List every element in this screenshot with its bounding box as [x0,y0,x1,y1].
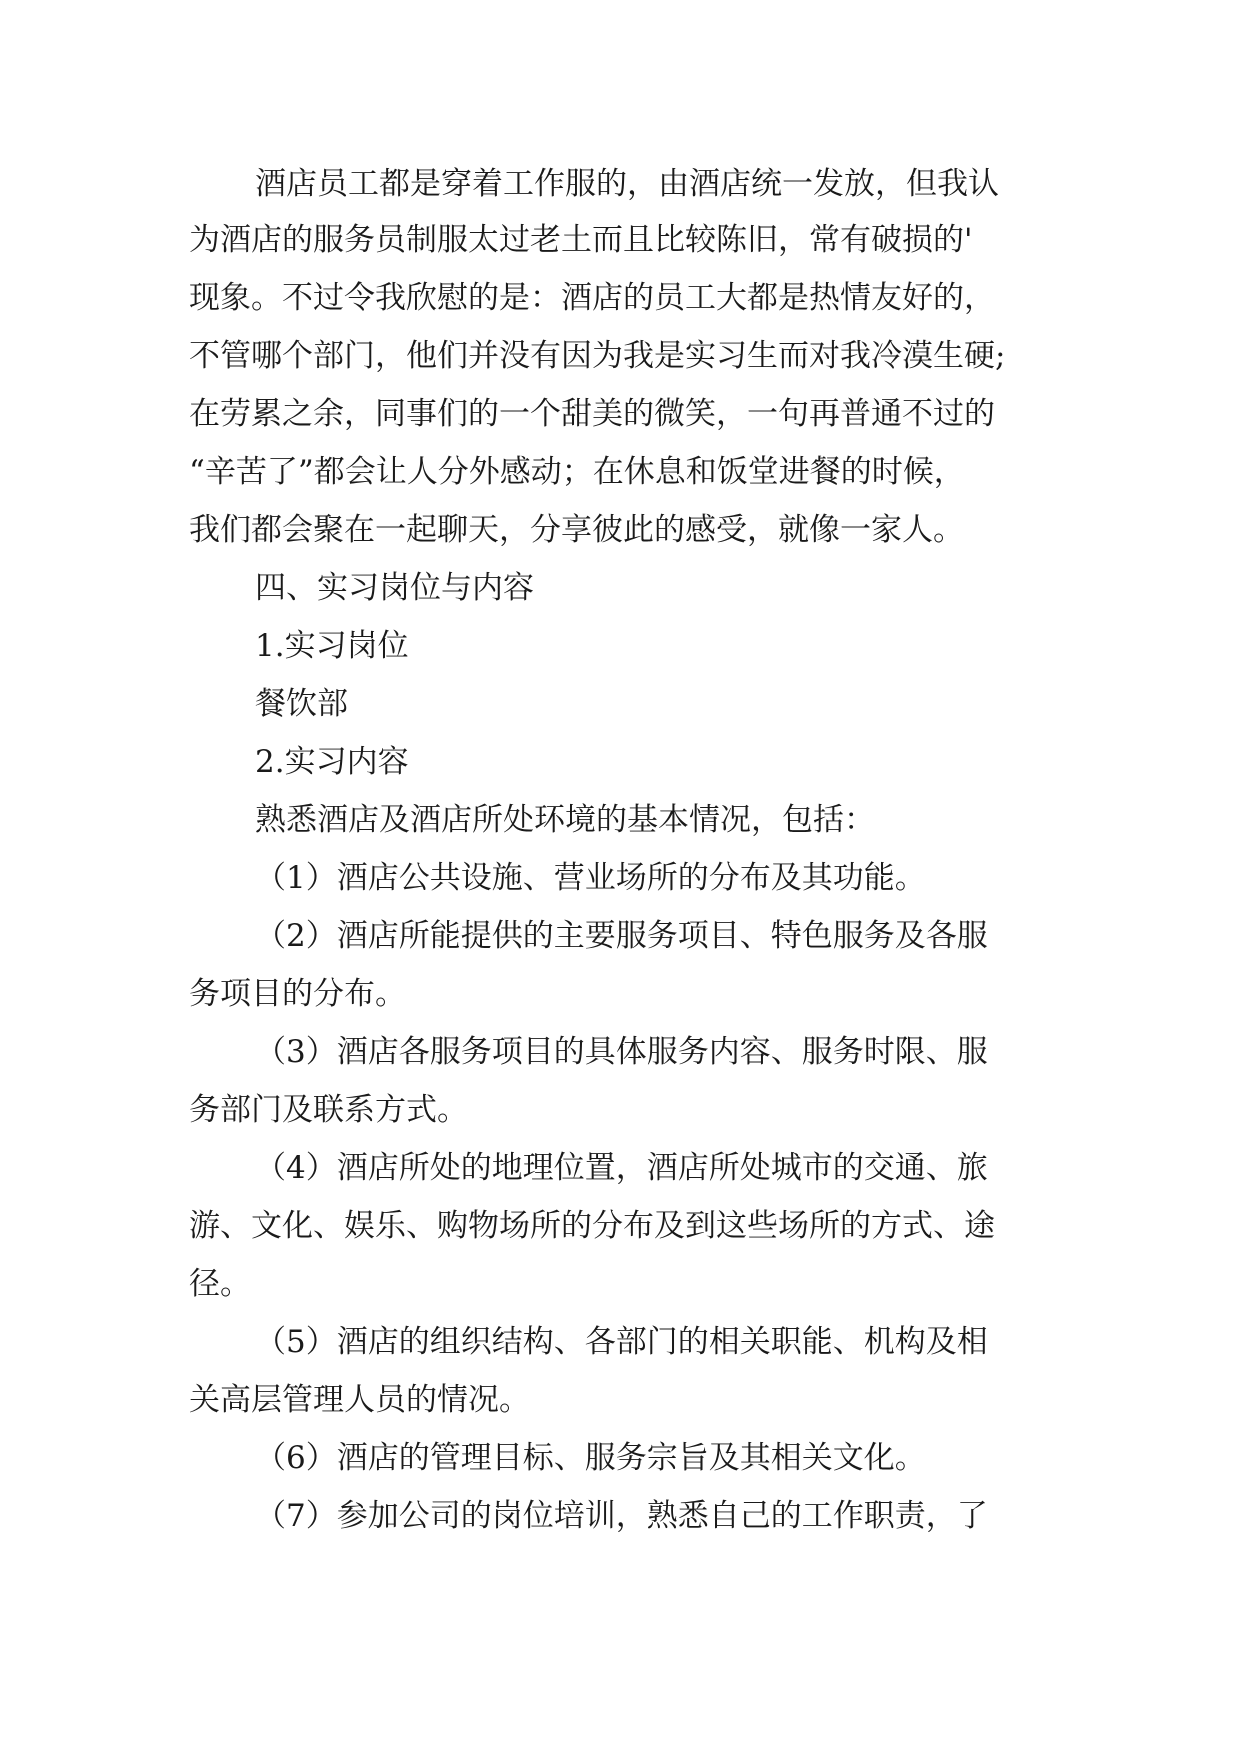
list-item: （4）酒店所处的地理位置，酒店所处城市的交通、旅 [255,1150,988,1186]
list-item: （2）酒店所能提供的主要服务项目、特色服务及各服 [255,918,988,954]
subsection-heading: 1.实习岗位 [255,628,409,664]
text-line: “辛苦了”都会让人分外感动；在休息和饭堂进餐的时候， [189,454,965,490]
text-line: 熟悉酒店及酒店所处环境的基本情况，包括： [255,802,875,838]
text-line: 我们都会聚在一起聊天，分享彼此的感受，就像一家人。 [189,512,964,548]
subsection-heading: 2.实习内容 [255,744,409,780]
text-line: 酒店员工都是穿着工作服的，由酒店统一发放，但我认 [255,166,999,202]
text-line: 现象。不过令我欣慰的是：酒店的员工大都是热情友好的， [189,280,995,316]
text-line: 为酒店的服务员制服太过老土而且比较陈旧，常有破损的' [189,222,973,258]
text-line: 游、文化、娱乐、购物场所的分布及到这些场所的方式、途 [189,1208,995,1244]
text-line: 务项目的分布。 [189,976,406,1012]
list-item: （7）参加公司的岗位培训，熟悉自己的工作职责，了 [255,1498,988,1534]
list-item: （1）酒店公共设施、营业场所的分布及其功能。 [255,860,926,896]
list-item: （5）酒店的组织结构、各部门的相关职能、机构及相 [255,1324,988,1360]
text-line: 径。 [189,1266,251,1302]
text-line: 餐饮部 [255,686,348,722]
list-item: （3）酒店各服务项目的具体服务内容、服务时限、服 [255,1034,988,1070]
list-item: （6）酒店的管理目标、服务宗旨及其相关文化。 [255,1440,926,1476]
text-line: 不管哪个部门，他们并没有因为我是实习生而对我冷漠生硬; [189,338,1006,374]
text-line: 务部门及联系方式。 [189,1092,468,1128]
section-heading: 四、实习岗位与内容 [255,570,534,606]
text-line: 在劳累之余，同事们的一个甜美的微笑，一句再普通不过的 [189,396,995,432]
text-line: 关高层管理人员的情况。 [189,1382,530,1418]
